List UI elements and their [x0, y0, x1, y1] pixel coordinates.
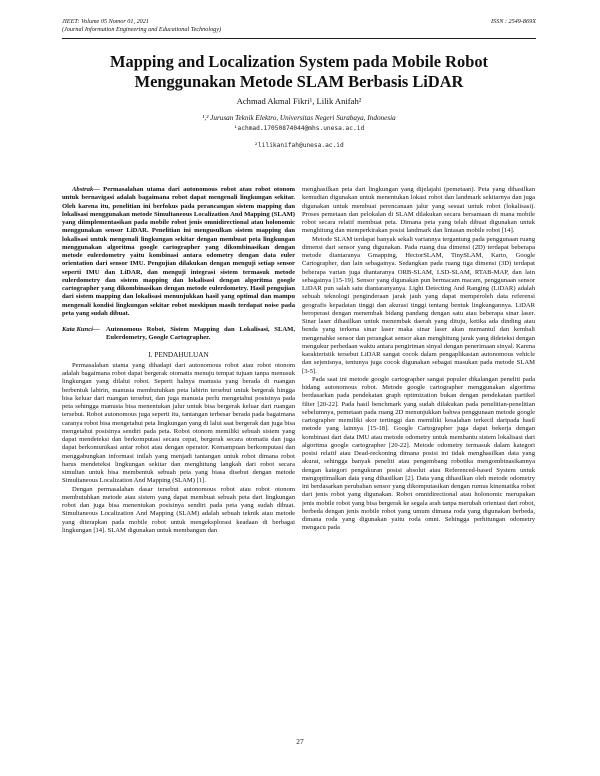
- page-number: 27: [296, 737, 304, 746]
- body-paragraph: Pada saat ini metode google cartographer sangat populer dikalangan peneliti pada bidang autonomous robot. Metode google cartographer menggunakan algoritma berdasarkan pada pendekatan graph optimization bukan dengan pendekatan partikel filter [20-22]. Pada hasil benchmark yang sudah dilakukan pada penelitian-penelitian sebelumnya, pemetaan pada ruang 2D menunjukkan bahwa penggunaan metode google cartographer memiliki skor tertinggi dan memiliki kesalahan terkecil daripada hasil metode yang lainnya [15-18]. Google Cartographer juga dapat bekerja dengan kombinasi dari data IMU atau metode odometry untuk membantu sistem lokalisasi dari algoritma google cartographer [20-22]. Metode odometry termasuk dalam kategori posisi relatif atau Dead-reckoning dimana posisi ini tidak menghasilkan data yang akurat, sehingga banyak peneliti atau pengembang robotika mengombinasikannya dengan kategori pengukuran posisi absolut atau Referenced-based System untuk mengoptimalkan data yang dihasilkan [2]. Data yang dihasilkan oleh metode odometry ini berdasarkan perubahan sensor yang dikomputasikan dengan rumus kinematika robot dari jenis robot yang digunakan. Robot omnidirectional atau holonomic merupakan jenis mobile robot yang bisa bergerak ke segala arah tanpa merubah orientasi dari robot, berbeda dengan jenis mobile robot yang umum dimana roda yang digunakan berbeda, dimana roda yang digunakan yaitu roda omni. Sehingga perhitungan odometry mengacu pada: [302, 375, 535, 532]
- body-paragraph: menghasilkan peta dari lingkungan yang dijelajahi (pemetaan). Peta yang dihasilkan kemudian digunakan untuk menentukan lokasi robot dan landmark sekitarnya dan juga digunakan untuk membuat perencanaan jalur yang sesuai untuk robot (lokalisasi). Proses pemetaan dan pelokalan di SLAM dilakukan secara bersamaan di mana mobile robot secara relatif membuat peta. Dimana peta yang telah dibuat digunakan untuk menghitung dan memperkirakan posisi landmark dan lintasan mobile robot [14].: [302, 186, 535, 235]
- title-line-1: Mapping and Localization System pada Mobile Robot: [110, 52, 488, 71]
- author-email-1: ¹achmad.17050874044@mhs.unesa.ac.id: [233, 125, 365, 132]
- keywords: [62, 326, 295, 343]
- abstract-text: Permasalahan utama dari autonomous robot atau robot otonom untuk bernavigasi adalah bagaimana robot dapat mengenali lingkungan sekitar. Oleh karena itu, penelitian ini berfokus pada perancangan sistem mapping dan lokalisasi menggunakan metode Simultaneous Localization And Mapping (SLAM) yang diimplementasikan pada mobile robot jenis omnidirectional atau holonomic menggunakan sensor LiDAR. Penelitian ini mengusulkan sistem mapping dan lokalisasi untuk mengenali lingkungan sekitar dengan membuat peta lingkungan menggunakan algoritma google cartographer yang dikombinasikan dengan metode eulerdometry yaitu kombinasi antara odometry dengan data euler orientation dari sensor IMU. Pengujian dilakukan dengan menguji setiap sensor seperti IMU dan LiDAR, dan menguji integrasi sistem termasuk metode eulerdometry dan sistem mapping dan lokalisasi dengan algoritma google cartographer yang dikombinasikan dengan metode eulerdometry. Hasil pengujian dari sistem mapping dan lokalisasi menunjukkan hasil yang optimal dan mampu mengenali kondisi lingkungan sekitar robot meskipun masih terdapat noise pada peta yang sudah dibuat.: [62, 186, 295, 317]
- journal-header: [62, 18, 221, 34]
- left-column: [62, 186, 295, 746]
- right-column: [302, 186, 535, 746]
- abstract-label: Abstrak—: [72, 186, 100, 193]
- header-divider: [62, 38, 536, 39]
- abstract: [62, 186, 295, 318]
- body-paragraph: Dengan permasalahan dasar tersebut autonomous robot atau robot otonom membutuhkan metode atau sistem yang dapat membuat sebuah peta dari lingkungan robot dan juga bisa menentukan posisinya sendiri pada peta yang sudah dibuat. Simultaneous Localization And Mapping (SLAM) adalah sebuah teknik atau metode yang diterapkan pada mobile robot untuk mengeksplorasi keadaan di berbagai lingkungan [14]. SLAM digunakan untuk membangun dan: [62, 485, 295, 534]
- issn: ISSN : 2549-869X: [490, 18, 536, 25]
- body-paragraph: Metode SLAM terdapat banyak sekali variannya tergantung pada penggunaan ruang dimensi dari sensor yang digunakan. Pada ruang dua dimensi (2D) terdapat beberapa metode diantaranya Gmapping, HectorSLAM, TinySLAM, Karto, Google Cartographer, dan lain sebagainya. Sedangkan pada ruang tiga dimensi (3D) terdapat beberapa varian juga diantaranya ORB-SLAM, LSD-SLAM, RTAB-MAP, dan lain sebagainya [15-19]. Sensor yang digunakan pun bermacam macam, penggunaan sensor LiDAR pun salah satu diantaranyanya. Light Detecting And Ranging (LiDAR) adalah sebuah teknologi penginderaan jarak jauh yang dapat memperoleh data referensi geografis kepadatan tinggi dan akurasi tinggi tentang bentuk lingkungannya. LiDAR beroperasi dengan menembak bidang pandang dengan satu atau beberapa sinar laser. Sinar laser dihasilkan untuk menembak daerah yang dituju, ketika ada dinding atau benda yang terkena sinar laser maka sinar laser akan memantul dan kembali mengenahke sensor dan perangkat sensor akan menghitung jarak yang dideteksi dengan mengukur perbedaan waktu antara pengiriman sinyal dengan penerimaan sinyal. Karena karakteristik tersebut LiDAR sangat cocok dalam pengaplikasian autonomous vehicle dan sejenisnya, tentunya juga cocok digunakan sebagai masukan pada metode SLAM [3-5].: [302, 235, 535, 375]
- keywords-text: Autonomous Robot, Sistem Mapping dan Lokalisasi, SLAM, Eulerdometry, Google Cartographer.: [106, 326, 295, 342]
- journal-volume: JIEET: Volume 05 Nomor 01, 2021: [62, 18, 149, 25]
- keywords-label: Kata Kunci—: [62, 326, 100, 333]
- section-heading: I. PENDAHULUAN: [148, 350, 209, 359]
- body-paragraph: Permasalahan utama yang dihadapi dari autonomous robot atau robot otonom adalah bagaimana robot dapat bergerak otomatis menuju tempat tujuan tanpa menusuk lingkungan yang dilalui robot. Seperti halnya manusia yang berada di ruangan berbentuk labirin, manusia membutuhkan peta labirin tersebut untuk bergerak hingga bisa keluar dari ruangan tersebut, dan juga manusia perlu mengetahui posisinya pada peta sehingga manusia bisa menentukan jalur untuk bisa bergerak keluar dari ruangan tersebut. Robot autonomous juga seperti itu, tantangan terbesar berada pada bagaimana caranya robot bisa mengetahui peta lingkungan yang di lalui saat bergerak dan juga bisa mengetahui posisinya sendiri pada peta. Robot otonom memiliki sebuah sistem yang dapat mendeteksi dan berkomputasi secara cepat, bergerak secara otomatis dan juga dapat berkomunikasi antar robot atau dengan operator. Kemampuan berkomputasi dan menggabungkan informasi inilah yang menjadi tantangan untuk robot dimana robot harus mendeteksi lingkungan sekitar dan menghitung langkah dari robot secara simultan untuk bisa membentuk sebuah peta yang biasa disebut dengan metode Simultaneous Localization And Mapping (SLAM) [1].: [62, 361, 295, 485]
- title-line-2: Menggunakan Metode SLAM Berbasis LiDAR: [134, 72, 464, 91]
- paper-title: [62, 52, 536, 92]
- journal-full-name: (Journal Information Engineering and Educational Technology): [62, 26, 222, 33]
- authors: Achmad Akmal Fikri¹, Lilik Anifah²: [236, 96, 362, 106]
- affiliation: ¹,² Jurusan Teknik Elektro, Universitas Negeri Surabaya, Indonesia: [202, 114, 396, 122]
- author-email-2: ²lilikanifah@unesa.ac.id: [254, 142, 344, 149]
